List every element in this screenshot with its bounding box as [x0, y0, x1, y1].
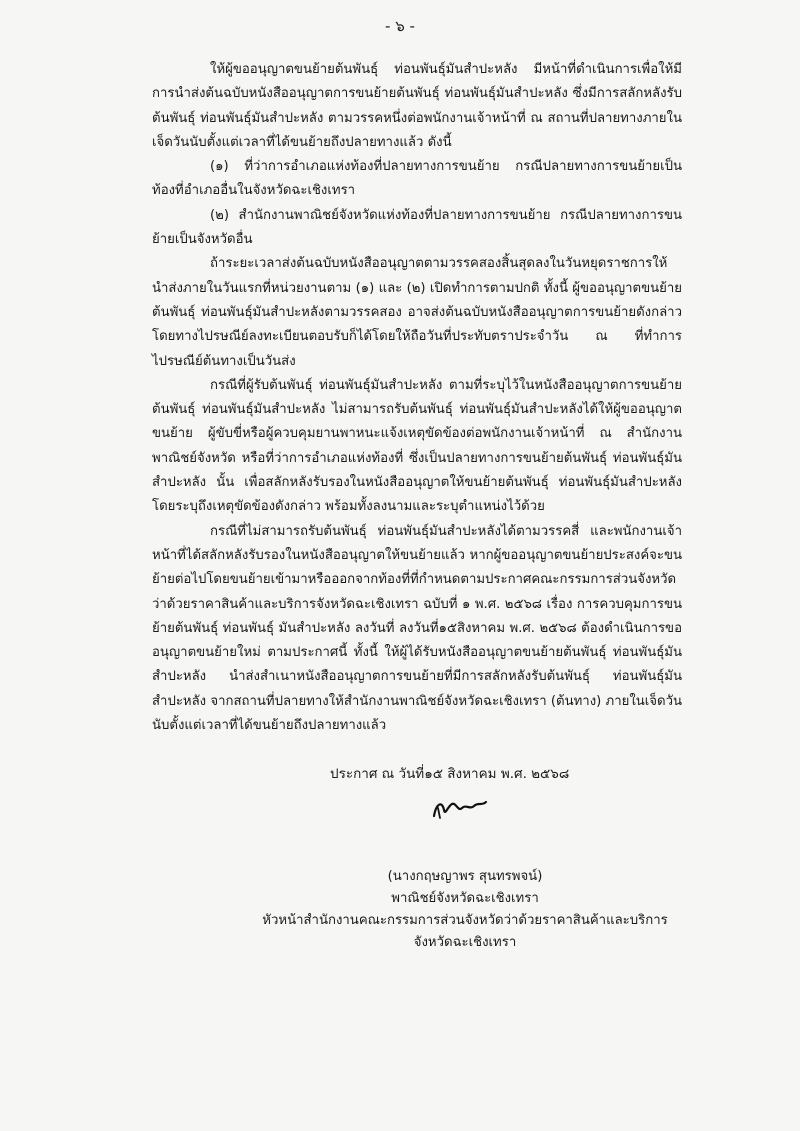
handwritten-signature	[430, 792, 490, 822]
paragraph-receiver-unable: กรณีที่ผู้รับต้นพันธุ์ ท่อนพันธุ์มันสำปะหลัง ตามที่ระบุไว้ในหนังสืออนุญาตการขนย้ายต้นพันธุ์ ท่อนพันธุ์มันสำปะหลัง ไม่สามารถรับต้นพันธุ์ ท่อนพันธุ์มันสำปะหลังได้ให้ผู้ขออนุญาตขนย้าย ผู้ขับขี่หรือผู้ควบคุมยานพาหนะแจ้งเหตุขัดข้องต่อพนักงานเจ้าหน้าที่ ณ สำนักงานพาณิชย์จังหวัด หรือที่ว่าการอำเภอแห่งท้องที่ ซึ่งเป็นปลายทางการขนย้ายต้นพันธุ์ ท่อนพันธุ์มันสำปะหลัง นั้น เพื่อสลักหลังรับรองในหนังสืออนุญาตให้ขนย้ายต้นพันธุ์ ท่อนพันธุ์มันสำปะหลัง โดยระบุถึงเหตุขัดข้องดังกล่าว พร้อมทั้งลงนามและระบุตำแหน่งไว้ด้วย	[152, 377, 682, 515]
paragraph-delivery-duty: ให้ผู้ขออนุญาตขนย้ายต้นพันธุ์ ท่อนพันธุ์มันสำปะหลัง มีหน้าที่ดำเนินการเพื่อให้มีการนำส่งต้นฉบับหนังสืออนุญาตการขนย้ายต้นพันธุ์ ท่อนพันธุ์มันสำปะหลัง ซึ่งมีการสลักหลังรับต้นพันธุ์ ท่อนพันธุ์มันสำปะหลัง ตามวรรคหนึ่งต่อพนักงานเจ้าหน้าที่ ณ สถานที่ปลายทางภายในเจ็ดวันนับตั้งแต่เวลาที่ได้ขนย้ายถึงปลายทางแล้ว ดังนี้	[152, 62, 682, 150]
signer-position-head: หัวหน้าสำนักงานคณะกรรมการส่วนจังหวัดว่าด้วยราคาสินค้าและบริการ	[262, 913, 668, 928]
list-item-district-office: (๑) ที่ว่าการอำเภอแห่งท้องที่ปลายทางการขนย้าย กรณีปลายทางการขนย้ายเป็นท้องที่อำเภออื่นในจังหวัดฉะเชิงเทรา	[152, 159, 682, 199]
page-number: - ๖ -	[385, 17, 415, 35]
paragraph-continued-transport: กรณีที่ไม่สามารถรับต้นพันธุ์ ท่อนพันธุ์มันสำปะหลังได้ตามวรรคสี่ และพนักงานเจ้าหน้าที่ได้สลักหลังรับรองในหนังสืออนุญาตให้ขนย้ายแล้ว หากผู้ขออนุญาตขนย้ายประสงค์จะขนย้ายต่อไปโดยขนย้ายเข้ามาหรือออกจากท้องที่ที่กำหนดตามประกาศคณะกรรมการส่วนจังหวัดว่าด้วยราคาสินค้าและบริการจังหวัดฉะเชิงเทรา ฉบับที่ ๑ พ.ศ. ๒๕๖๘ เรื่อง การควบคุมการขนย้ายต้นพันธุ์ ท่อนพันธุ์ มันสำปะหลัง ลงวันที่ ลงวันที่๑๕สิงหาคม พ.ศ. ๒๕๖๘ ต้องดำเนินการขออนุญาตขนย้ายใหม่ ตามประกาศนี้ ทั้งนี้ ให้ผู้ได้รับหนังสืออนุญาตขนย้ายต้นพันธุ์ ท่อนพันธุ์มันสำปะหลัง นำส่งสำเนาหนังสืออนุญาตการขนย้ายที่มีการสลักหลังรับต้นพันธุ์ ท่อนพันธุ์มันสำปะหลัง จากสถานที่ปลายทางให้สำนักงานพาณิชย์จังหวัดฉะเชิงเทรา (ต้นทาง) ภายในเจ็ดวันนับตั้งแต่เวลาที่ได้ขนย้ายถึงปลายทางแล้ว	[152, 523, 682, 734]
signer-position: พาณิชย์จังหวัดฉะเชิงเทรา	[391, 891, 539, 906]
list-item-provincial-office: (๒) สำนักงานพาณิชย์จังหวัดแห่งท้องที่ปลายทางการขนย้าย กรณีปลายทางการขนย้ายเป็นจังหวัดอื่น	[152, 207, 682, 248]
signer-block	[230, 866, 700, 954]
signer-name: (นางกฤษญาพร สุนทรพจน์)	[387, 869, 543, 884]
paragraph-holiday-deadline: ถ้าระยะเวลาส่งต้นฉบับหนังสืออนุญาตตามวรรคสองสิ้นสุดลงในวันหยุดราชการให้นำส่งภายในวันแรกที่หน่วยงานตาม (๑) และ (๒) เปิดทำการตามปกติ ทั้งนี้ ผู้ขออนุญาตขนย้ายต้นพันธุ์ ท่อนพันธุ์มันสำปะหลังตามวรรคสอง อาจส่งต้นฉบับหนังสืออนุญาตการขนย้ายดังกล่าวโดยทางไปรษณีย์ลงทะเบียนตอบรับก็ได้โดยให้ถือวันที่ประทับตราประจำวัน ณ ที่ทำการไปรษณีย์ต้นทางเป็นวันส่ง	[152, 256, 682, 369]
signer-province: จังหวัดฉะเชิงเทรา	[413, 935, 517, 950]
announcement-date: ประกาศ ณ วันที่๑๕ สิงหาคม พ.ศ. ๒๕๖๘	[330, 766, 570, 782]
body-text	[152, 58, 682, 738]
